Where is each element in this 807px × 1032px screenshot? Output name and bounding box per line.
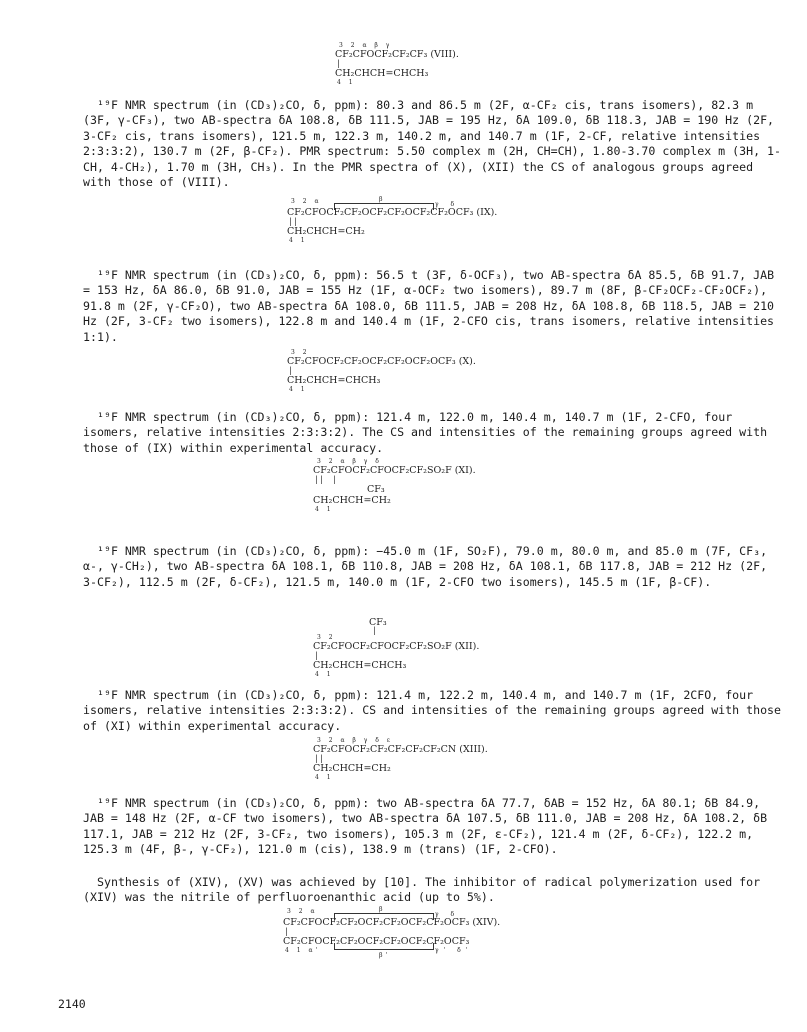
structure-viii-main: CF₂CFOCF₂CF₂CF₃ (VIII). [335, 49, 459, 60]
structure-xiv-bracket-bottom [334, 943, 434, 950]
structure-xiii-labels: 3 2 α β γ δ ε [317, 737, 393, 744]
structure-viii-side: CH₂CHCH=CHCH₃ [335, 68, 429, 79]
structure-xii-side: CH₂CHCH=CHCH₃ [313, 660, 407, 671]
structure-xiv-labels-bottom-right: γ' δ' [435, 947, 473, 954]
structure-xiii [313, 737, 488, 781]
paragraph-xiii-nmr: ¹⁹F NMR spectrum (in (CD₃)₂CO, δ, ppm): two AB-spectra δA 77.7, δAB = 152 Hz, δA 80.1; δB 84.9, JAB = 148 Hz (2F, α-CF two isomers), two AB-spectra δA 107.5, δB 111.0, JAB = 208 Hz, δA 108.2, δB 117.1, JAB = 212 Hz (2F, 3-CF₂, two isomers), 105.3 m (2F, ε-CF₂), 121.4 m (2F, δ-CF₂), 122.2 m, 125.3 m (4F, β-, γ-CF₂), 121.0 m (cis), 138.9 m (trans) (1F, 2-CFO). [83, 796, 768, 857]
structure-ix-labels-right: γ δ [435, 201, 460, 208]
structure-ix-bracket-label: β [379, 196, 386, 203]
structure-xi-labels: 3 2 α β γ δ [317, 458, 382, 465]
structure-xii-labels: 3 2 [317, 634, 336, 641]
structure-xii-main: CF₂CFOCF₂CFOCF₂CF₂SO₂F (XII). [313, 641, 480, 652]
paragraph-x-nmr: ¹⁹F NMR spectrum (in (CD₃)₂CO, δ, ppm): 121.4 m, 122.0 m, 140.4 m, 140.7 m (1F, 2-CFO, four isomers, relative intensities 2:3:3:2). The CS and intensities of the remaining groups agreed with those of (IX) within experimental accuracy. [83, 410, 768, 455]
structure-xiv-bond: | [285, 927, 288, 936]
structure-xiv [283, 908, 500, 959]
structure-viii-bond: | [337, 59, 340, 68]
structure-xii [313, 617, 479, 678]
structure-x [287, 349, 476, 393]
structure-x-bond: | [289, 366, 292, 375]
structure-xi-side: CH₂CHCH=CH₂ [313, 495, 391, 506]
page-number: 2140 [58, 997, 86, 1011]
structure-xiv-bracket-bottom-label: β' [379, 952, 391, 959]
structure-xii-nums: 4 1 [315, 671, 334, 678]
paragraph-synthesis: Synthesis of (XIV), (XV) was achieved by [10]. The inhibitor of radical polymerization used for (XIV) was the nitrile of perfluoroenanthic acid (up to 5%). [83, 875, 761, 905]
paragraph-xi-nmr: ¹⁹F NMR spectrum (in (CD₃)₂CO, δ, ppm): −45.0 m (1F, SO₂F), 79.0 m, 80.0 m, and 85.0 m (7F, CF₃, α-, γ-CH₂), two AB-spectra δA 108.1, δB 110.8, JAB = 208 Hz, δA 108.1, δB 117.8, JAB = 212 Hz (2F, 3-CF₂), 112.5 m (2F, δ-CF₂), 121.5 m, 140.0 m (1F, 2-CFO two isomers), 145.5 m (1F, β-CF). [83, 544, 768, 589]
structure-xiii-side: CH₂CHCH=CH₂ [313, 763, 391, 774]
structure-x-side: CH₂CHCH=CHCH₃ [287, 375, 381, 386]
structure-x-nums: 4 1 [289, 386, 308, 393]
structure-xii-top-bond: | [373, 626, 376, 635]
structure-ix [287, 198, 497, 244]
structure-ix-nums: 4 1 [289, 237, 308, 244]
structure-xi-branch: CF₃ [367, 484, 385, 495]
structure-viii-nums: 4 1 [337, 79, 356, 86]
structure-xi-bond: | | | [315, 475, 336, 484]
structure-x-labels: 3 2 [291, 349, 310, 356]
structure-viii-labels: 3 2 α β γ [339, 42, 393, 49]
structure-xii-top: CF₃ [369, 617, 387, 628]
paragraph-ix-nmr: ¹⁹F NMR spectrum (in (CD₃)₂CO, δ, ppm): 56.5 t (3F, δ-OCF₃), two AB-spectra δA 85.5, δB 91.7, JAB = 153 Hz, δA 86.0, δB 91.0, JAB = 155 Hz (1F, α-OCF₂ two isomers), 89.7 m (8F, β-CF₂OCF₂-CF₂OCF₂), 91.8 m (2F, γ-CF₂O), two AB-spectra δA 108.0, δB 111.5, JAB = 208 Hz, δA 108.8, δB 118.5, JAB = 210 Hz (2F, 3-CF₂ two isomers), 122.8 m and 140.4 m (1F, 2-CFO cis, trans isomers, relative intensities 1:1). [83, 268, 775, 344]
structure-xiv-main: CF₂CFOCF₂CF₂OCF₂CF₂OCF₂CF₂OCF₃ (XIV). [283, 917, 501, 928]
structure-xiii-nums: 4 1 [315, 774, 334, 781]
structure-ix-main: CF₂CFOCF₂CF₂OCF₂CF₂OCF₂CF₂OCF₃ (IX). [287, 207, 498, 218]
structure-xi [313, 458, 476, 513]
structure-xiv-side: CF₂CFOCF₂CF₂OCF₂CF₂OCF₂CF₂OCF₃ [283, 936, 470, 947]
structure-xiv-labels-right: γ δ [435, 911, 460, 918]
structure-xiv-bracket-top-label: β [379, 906, 386, 913]
structure-viii [335, 42, 459, 86]
structure-ix-labels: 3 2 α [291, 198, 322, 205]
structure-xi-main: CF₂CFOCF₂CFOCF₂CF₂SO₂F (XI). [313, 465, 476, 476]
structure-xiii-main: CF₂CFOCF₂CF₂CF₂CF₂CF₂CN (XIII). [313, 744, 488, 755]
structure-x-main: CF₂CFOCF₂CF₂OCF₂CF₂OCF₂OCF₃ (X). [287, 356, 476, 367]
structure-xii-bond: | [315, 651, 318, 660]
structure-ix-side: CH₂CHCH=CH₂ [287, 226, 365, 237]
structure-xiii-bond: | | [315, 754, 323, 763]
paragraph-viii-nmr: ¹⁹F NMR spectrum (in (CD₃)₂CO, δ, ppm): 80.3 and 86.5 m (2F, α-CF₂ cis, trans isomers), 82.3 m (3F, γ-CF₃), two AB-spectra δA 108.8, δB 111.5, JAB = 195 Hz, δA 109.0, δB 118.3, JAB = 190 Hz (2F, 3-CF₂ cis, trans isomers), 121.5 m, 122.3 m, 140.2 m, and 140.7 m (1F, 2-CF, relative intensities 2:3:3:2), 130.7 m (2F, β-CF₂). PMR spectrum: 5.50 complex m (2H, CH=CH), 1.80-3.70 complex m (3H, 1-CH, 4-CH₂), 1.70 m (3H, CH₃). In the PMR spectra of (X), (XII) the CS of analogous groups agreed with those of (VIII). [83, 98, 782, 190]
structure-xiv-nums: 4 1 α' [285, 947, 321, 954]
paragraph-xii-nmr: ¹⁹F NMR spectrum (in (CD₃)₂CO, δ, ppm): 121.4 m, 122.2 m, 140.4 m, and 140.7 m (1F, 2CFO, four isomers, relative intensities 2:3:3:2). CS and intensities of the remaining groups agreed with those of (XI) within experimental accuracy. [83, 688, 782, 733]
structure-xi-nums: 4 1 [315, 506, 334, 513]
structure-ix-bond: | | [289, 217, 297, 226]
structure-xiv-labels: 3 2 α [287, 908, 318, 915]
